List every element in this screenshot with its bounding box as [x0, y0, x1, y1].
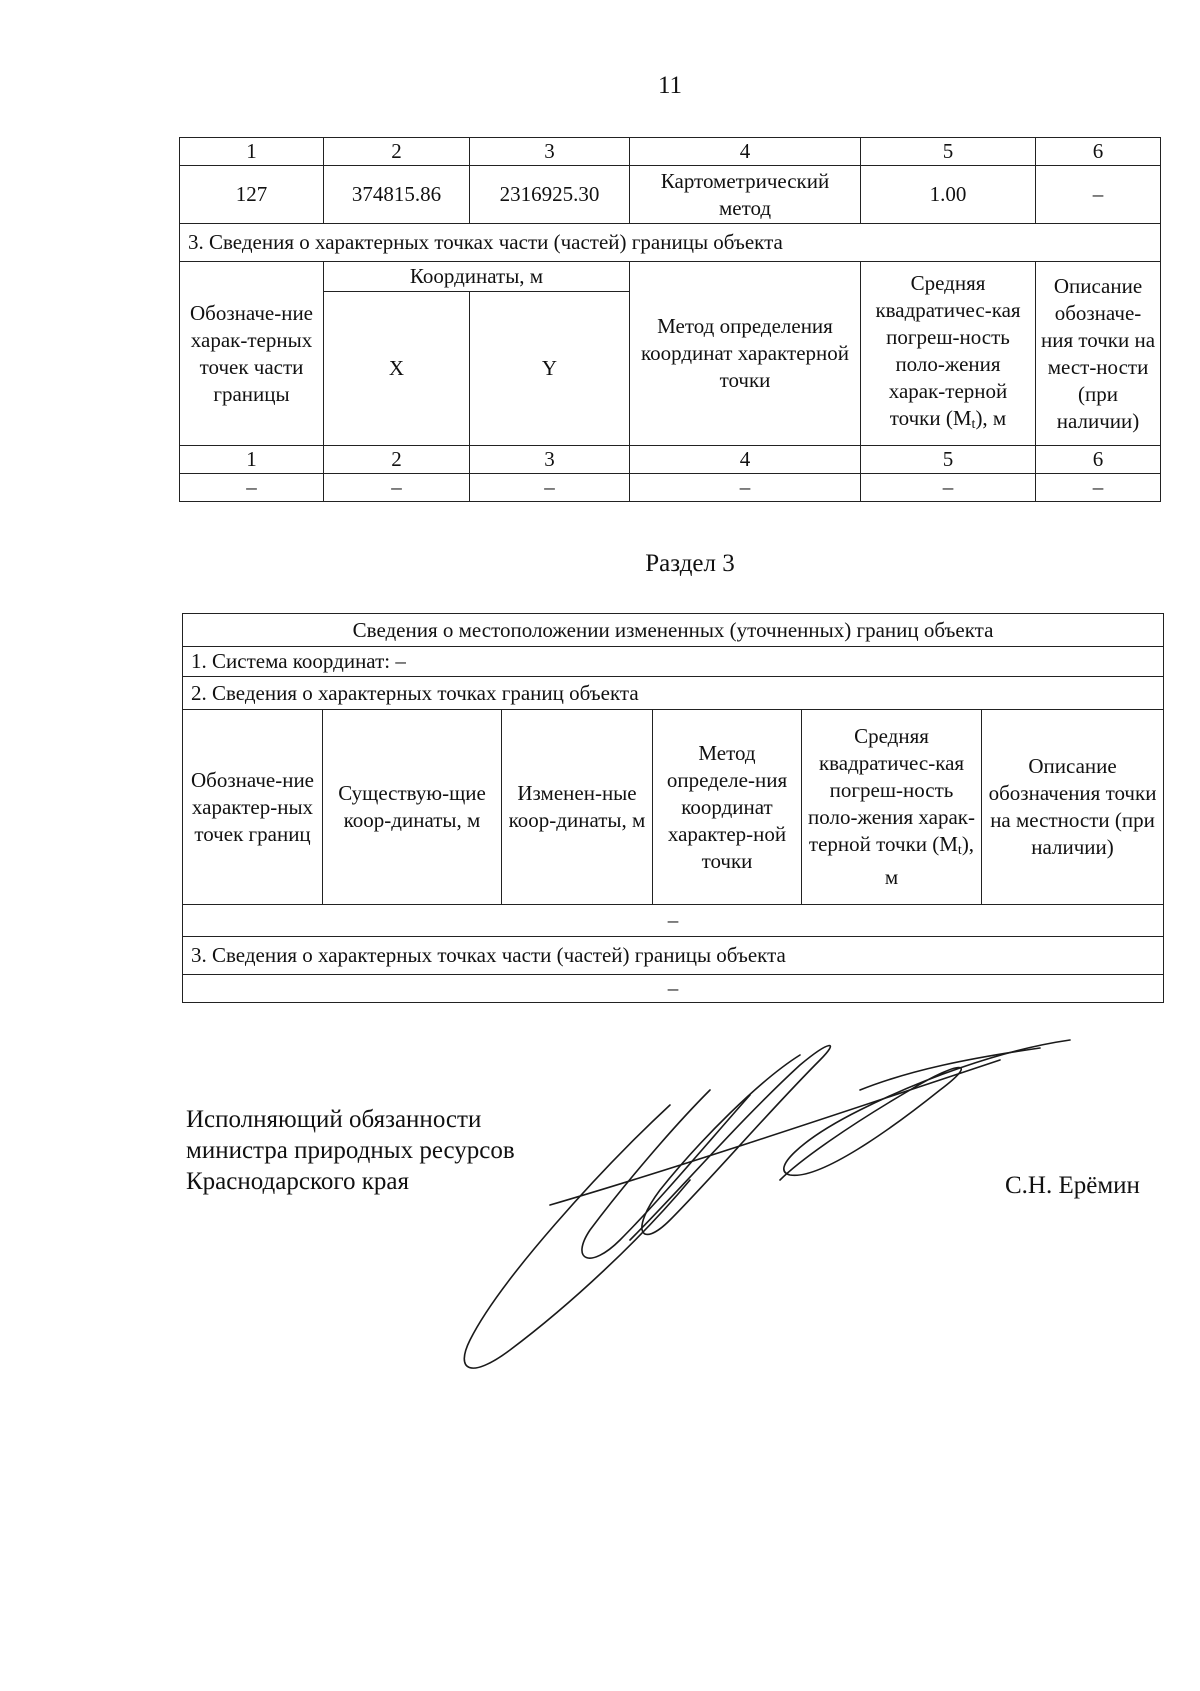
accuracy-header: Средняя квадратичес-кая погреш-ность поло-жения харак-терной точки $(M_t)$, м	[802, 710, 982, 905]
accuracy-header: Средняя квадратичес-кая погреш-ность поло-жения харак-терной точки $(M_t)$, м	[861, 262, 1036, 446]
point-method: Картометрический метод	[630, 166, 861, 224]
table-row	[180, 166, 1161, 224]
coordinate-system: 1. Система координат: –	[183, 647, 1164, 677]
y-header: Y	[470, 292, 630, 446]
changed-coords-header: Изменен-ные коор-динаты, м	[502, 710, 653, 905]
points-heading: 2. Сведения о характерных точках границ объекта	[183, 677, 1164, 710]
empty-cell: –	[1036, 474, 1161, 502]
col-number: 4	[630, 138, 861, 166]
signatory-line: министра природных ресурсов	[186, 1137, 515, 1164]
points-table	[179, 137, 1161, 502]
signatory-line: Исполняющий обязанности	[186, 1106, 482, 1133]
designation-header: Обозначе-ние характер-ных точек границ	[183, 710, 323, 905]
col-number: 2	[324, 446, 470, 474]
part-points-heading: 3. Сведения о характерных точках части (частей) границы объекта	[183, 937, 1164, 975]
page-number: 11	[657, 72, 683, 99]
existing-coords-header: Существую-щие коор-динаты, м	[323, 710, 502, 905]
column-number-row	[180, 138, 1161, 166]
col-number: 6	[1036, 138, 1161, 166]
point-accuracy: 1.00	[861, 166, 1036, 224]
section-title: Раздел 3	[645, 550, 735, 577]
x-header: X	[324, 292, 470, 446]
table-row	[180, 474, 1161, 502]
designation-header: Обозначе-ние харак-терных точек части границы	[180, 262, 324, 446]
signatory-line: Краснодарского края	[186, 1168, 409, 1195]
handwritten-signature	[440, 1020, 1100, 1390]
point-description: –	[1036, 166, 1161, 224]
col-number: 3	[470, 138, 630, 166]
empty-row: –	[183, 905, 1164, 937]
coordinates-header: Координаты, м	[324, 262, 630, 292]
col-number: 3	[470, 446, 630, 474]
empty-cell: –	[861, 474, 1036, 502]
col-number: 4	[630, 446, 861, 474]
method-header: Метод определения координат характерной точки	[630, 262, 861, 446]
col-number: 1	[180, 138, 324, 166]
col-number: 6	[1036, 446, 1161, 474]
method-header: Метод определе-ния координат характер-ной точки	[653, 710, 802, 905]
point-designation: 127	[180, 166, 324, 224]
empty-cell: –	[630, 474, 861, 502]
col-number: 5	[861, 138, 1036, 166]
signatory-name: С.Н. Ерёмин	[1005, 1172, 1140, 1199]
point-y: 2316925.30	[470, 166, 630, 224]
empty-cell: –	[324, 474, 470, 502]
empty-cell: –	[180, 474, 324, 502]
col-number: 2	[324, 138, 470, 166]
empty-row: –	[183, 975, 1164, 1003]
description-header: Описание обозначения точки на местности (при наличии)	[982, 710, 1164, 905]
part-points-heading: 3. Сведения о характерных точках части (частей) границы объекта	[180, 224, 1161, 262]
col-number: 5	[861, 446, 1036, 474]
table-title: Сведения о местоположении измененных (уточненных) границ объекта	[183, 614, 1164, 647]
changed-boundaries-table	[182, 613, 1164, 1003]
col-number: 1	[180, 446, 324, 474]
description-header: Описание обозначе-ния точки на мест-ности (при наличии)	[1036, 262, 1161, 446]
point-x: 374815.86	[324, 166, 470, 224]
empty-cell: –	[470, 474, 630, 502]
column-number-row	[180, 446, 1161, 474]
